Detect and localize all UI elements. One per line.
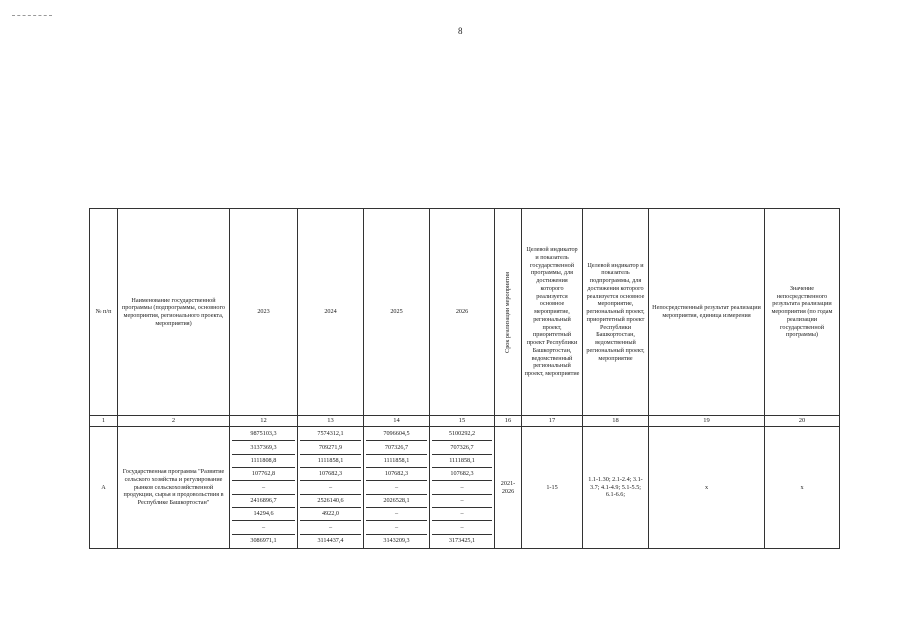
- value-cell: 9875103,3: [232, 428, 295, 441]
- value-cell: 14294,6: [232, 508, 295, 521]
- value-cell: 2416896,7: [232, 495, 295, 508]
- column-number: 16: [495, 416, 522, 427]
- value-cell: –: [232, 481, 295, 494]
- value-cell: 107682,3: [300, 468, 361, 481]
- value-cell: 5100292,2: [432, 428, 492, 441]
- value-cell: –: [366, 521, 427, 534]
- column-number: 18: [583, 416, 649, 427]
- value-cell: 3173425,1: [448, 536, 476, 544]
- header-col17: Целевой индикатор и показатель государственной программы, для достижения которого реализуется основное мероприятие, региональный проект, приоритетный проект Республики Башкортостан, ведомственный региональный проект, мероприятие: [522, 209, 583, 416]
- value-cell: 1111858,1: [432, 455, 492, 468]
- value-cell: –: [300, 521, 361, 534]
- value-cell: –: [232, 521, 295, 534]
- value-cell: 1111808,8: [232, 455, 295, 468]
- value-cell: 3137369,3: [232, 441, 295, 454]
- row-term: 2021-2026: [495, 427, 522, 549]
- value-cell: 1111858,1: [366, 455, 427, 468]
- row-name: Государственная программа "Развитие сельского хозяйства и регулирование рынков сельскохозяйственной продукции, сырья и продовольствия в Республике Башкортостан": [118, 427, 230, 549]
- column-number: 19: [649, 416, 765, 427]
- page-number: 8: [458, 26, 463, 36]
- year-cells: [298, 427, 364, 549]
- header-col20: Значение непосредственного результата реализации мероприятия (по годам реализации государственной программы): [765, 209, 840, 416]
- program-table: [89, 208, 840, 549]
- value-cell: –: [432, 521, 492, 534]
- column-number: 1: [90, 416, 118, 427]
- value-cell: 107762,8: [232, 468, 295, 481]
- table-row: [90, 427, 840, 549]
- value-cell: 707326,7: [366, 441, 427, 454]
- column-number: 13: [298, 416, 364, 427]
- value-cell: 3143209,3: [383, 536, 410, 544]
- value-cell: 2026528,1: [366, 495, 427, 508]
- value-cell: 707326,7: [432, 441, 492, 454]
- header-year: 2026: [430, 209, 495, 416]
- column-number: 17: [522, 416, 583, 427]
- value-cell: 7096604,5: [366, 428, 427, 441]
- value-cell: 4922,0: [300, 508, 361, 521]
- value-cell: 1111858,1: [300, 455, 361, 468]
- row-col19: х: [649, 427, 765, 549]
- value-cell: –: [366, 481, 427, 494]
- header-term: [495, 209, 522, 416]
- value-cell: 107682,3: [366, 468, 427, 481]
- header-year: 2025: [364, 209, 430, 416]
- row-col20: х: [765, 427, 840, 549]
- value-cell: 3114437,4: [317, 536, 344, 544]
- year-cells: [230, 427, 298, 549]
- column-number: 14: [364, 416, 430, 427]
- header-row: [90, 209, 840, 416]
- year-cells: [364, 427, 430, 549]
- column-number-row: [90, 416, 840, 427]
- scan-mark: [12, 15, 52, 17]
- header-term-label: Срок реализации мероприятия: [504, 271, 512, 353]
- value-cell: –: [366, 508, 427, 521]
- row-col17: 1-15: [522, 427, 583, 549]
- value-cell: –: [432, 508, 492, 521]
- value-cell: 709271,9: [300, 441, 361, 454]
- value-cell: 7574312,1: [300, 428, 361, 441]
- value-cell: 107682,3: [432, 468, 492, 481]
- column-number: 20: [765, 416, 840, 427]
- header-year: 2024: [298, 209, 364, 416]
- header-col18: Целевой индикатор и показатель подпрограммы, для достижения которого реализуется основное мероприятие, региональный проект, приоритетный проект Республики Башкортостан, ведомственный региональный проект, мероприятие: [583, 209, 649, 416]
- header-year: 2023: [230, 209, 298, 416]
- value-cell: –: [432, 481, 492, 494]
- value-cell: 3086971,1: [250, 536, 277, 544]
- header-col19: Непосредственный результат реализации мероприятия, единица измерения: [649, 209, 765, 416]
- column-number: 12: [230, 416, 298, 427]
- header-name: Наименование государственной программы (подпрограммы, основного мероприятия, регионального проекта, мероприятия): [118, 209, 230, 416]
- column-number: 2: [118, 416, 230, 427]
- row-no: А: [90, 427, 118, 549]
- value-cell: 2526140,6: [300, 495, 361, 508]
- header-no: № п/п: [90, 209, 118, 416]
- value-cell: –: [432, 495, 492, 508]
- year-cells: [430, 427, 495, 549]
- column-number: 15: [430, 416, 495, 427]
- value-cell: –: [300, 481, 361, 494]
- row-col18: 1.1-1.30; 2.1-2.4; 3.1-3.7; 4.1-4.9; 5.1-5.5; 6.1-6.6;: [583, 427, 649, 549]
